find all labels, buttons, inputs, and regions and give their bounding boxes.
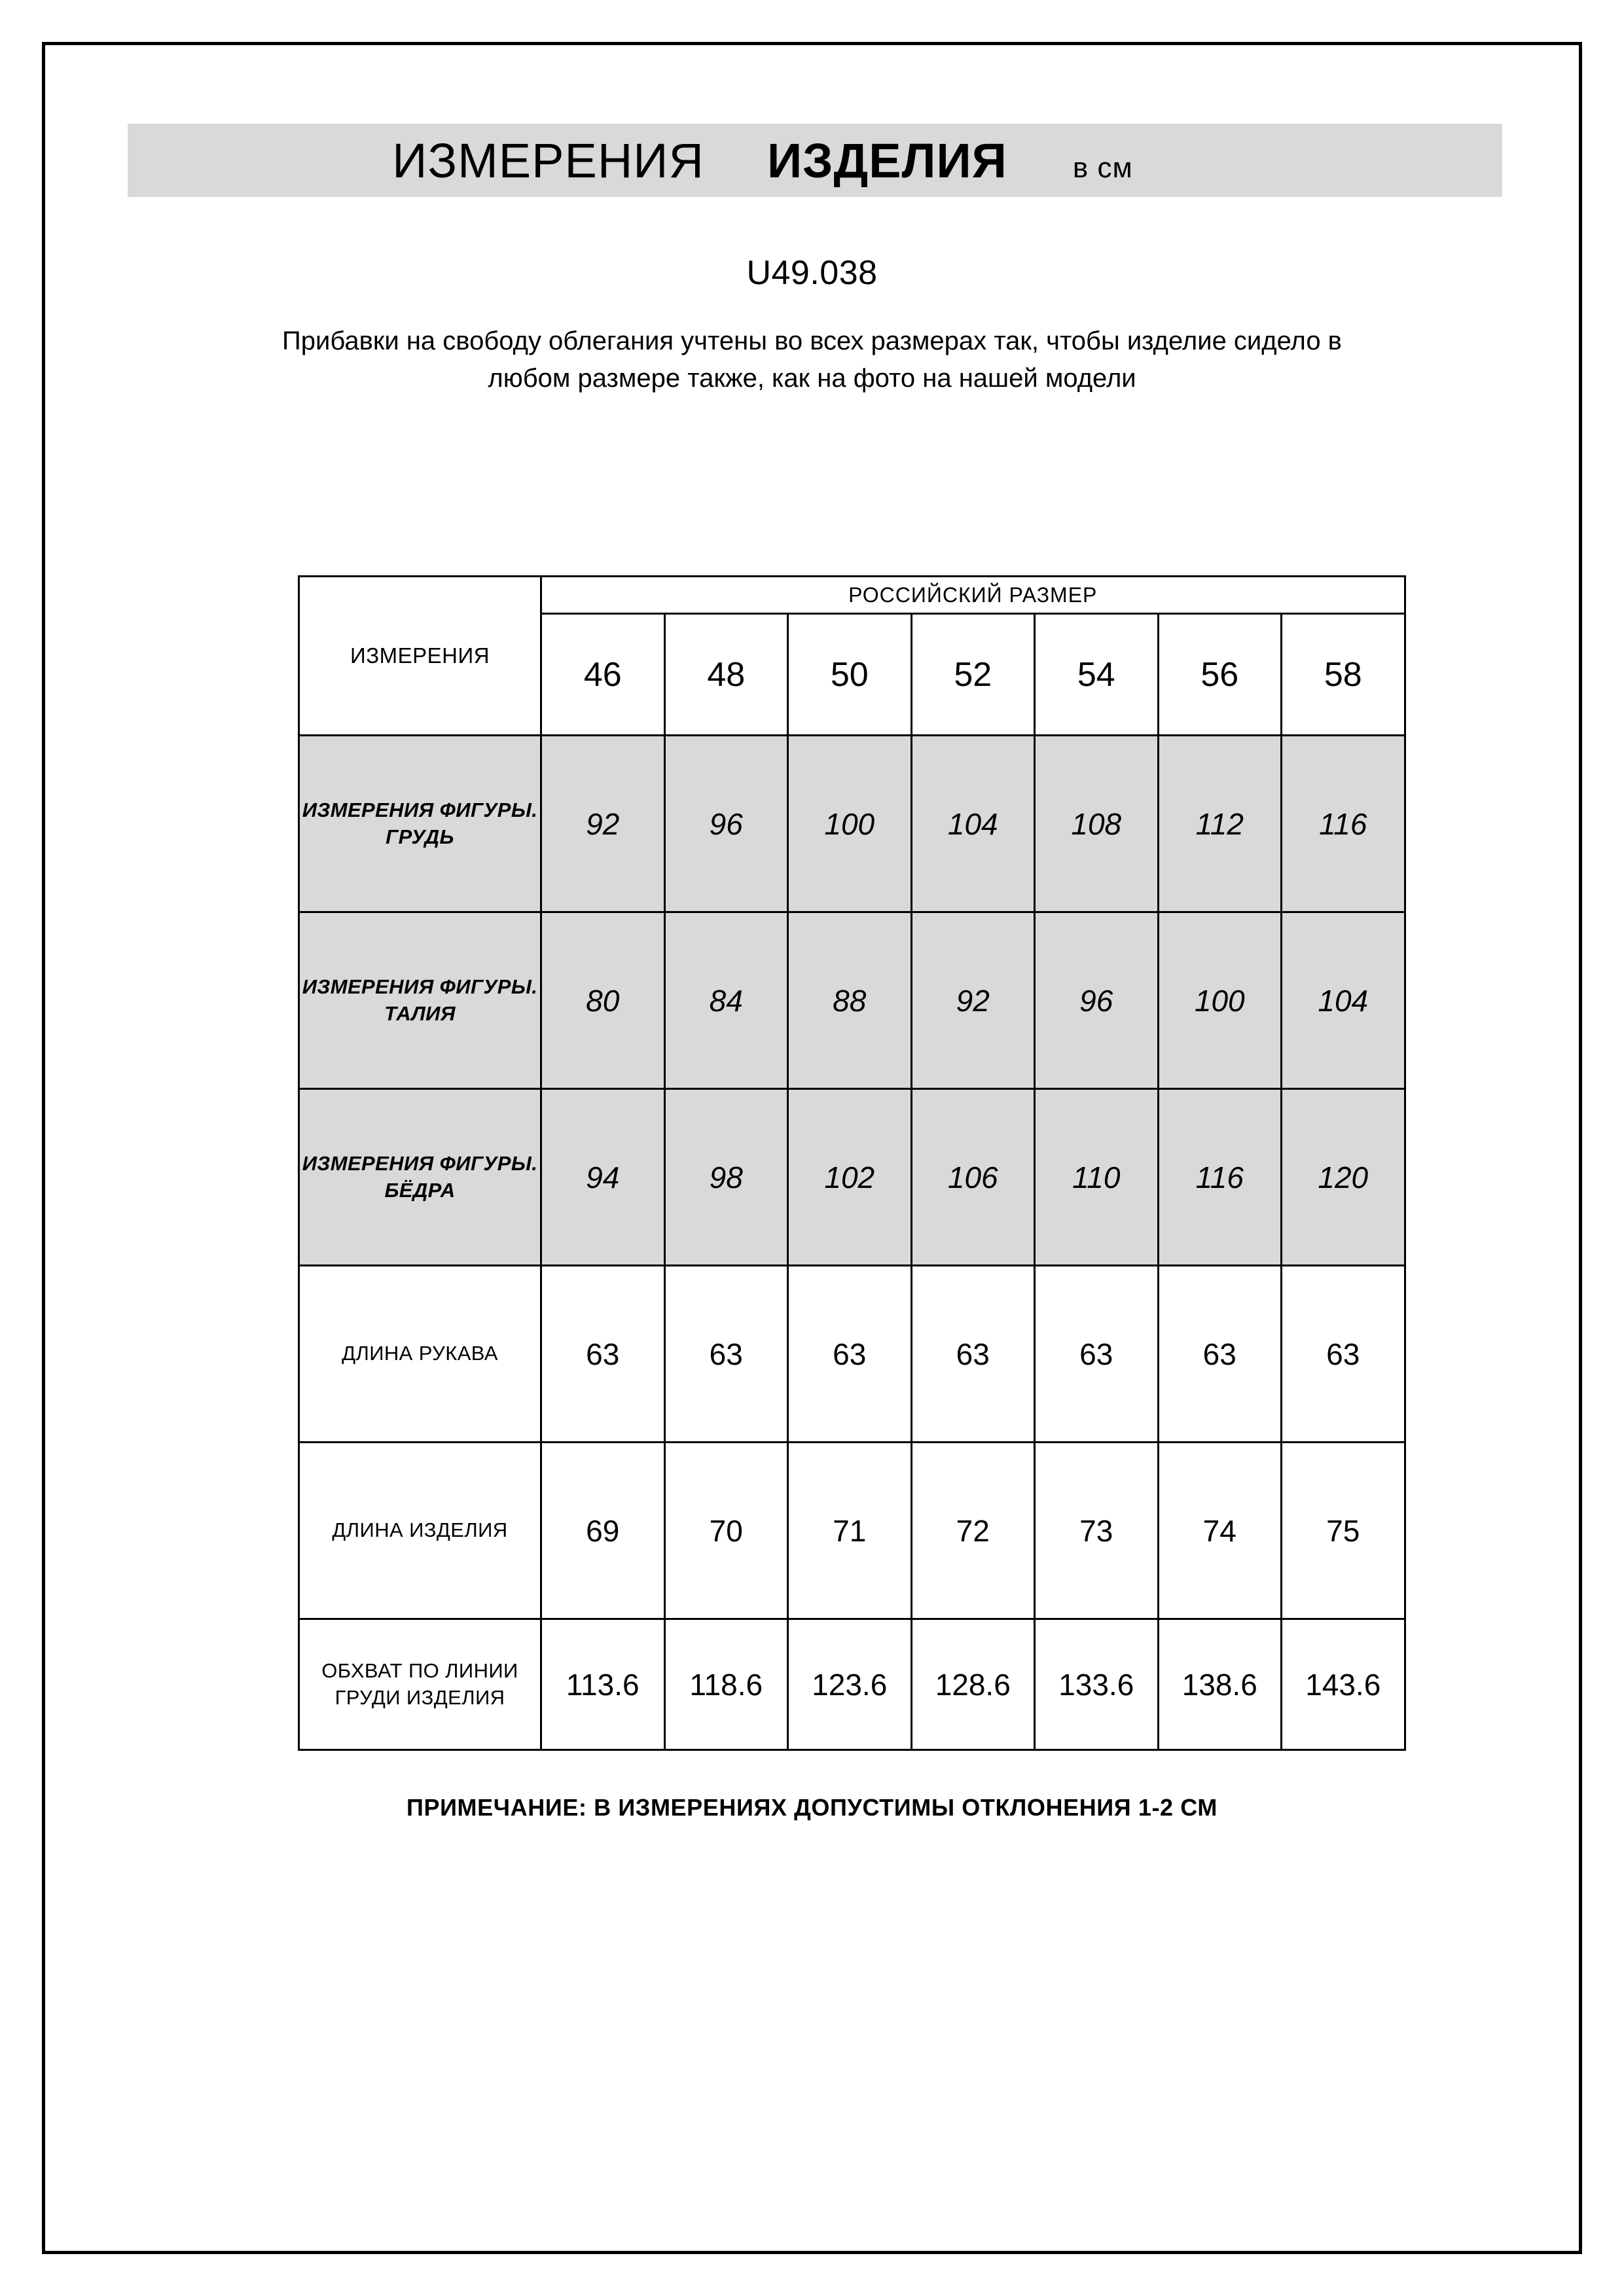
row-label: ДЛИНА РУКАВА [299, 1266, 541, 1443]
row-value: 106 [911, 1089, 1035, 1266]
row-value: 92 [911, 912, 1035, 1089]
article-code: U49.038 [746, 254, 878, 292]
footer-note: ПРИМЕЧАНИЕ: В ИЗМЕРЕНИЯХ ДОПУСТИМЫ ОТКЛОНЕНИЯ 1-2 СМ [406, 1794, 1218, 1821]
table-row [299, 1443, 1405, 1619]
table-row [299, 1619, 1405, 1750]
size-header-cell: 48 [664, 614, 788, 736]
title-units: в см [1072, 151, 1133, 184]
size-header-cell: 52 [911, 614, 1035, 736]
size-group-header: РОССИЙСКИЙ РАЗМЕР [541, 577, 1405, 614]
table-row [299, 912, 1405, 1089]
row-value: 110 [1035, 1089, 1159, 1266]
size-table-wrapper [298, 575, 1404, 1751]
size-header-cell: 56 [1158, 614, 1282, 736]
title-banner-inner [392, 133, 1132, 188]
size-header-cell: 58 [1282, 614, 1405, 736]
table-row [299, 1089, 1405, 1266]
document-content [45, 45, 1579, 2251]
row-value: 69 [541, 1443, 665, 1619]
row-value: 116 [1282, 736, 1405, 912]
measurement-column-header: ИЗМЕРЕНИЯ [299, 577, 541, 736]
row-value: 63 [1035, 1266, 1159, 1443]
row-value: 104 [1282, 912, 1405, 1089]
row-value: 123.6 [788, 1619, 912, 1750]
row-value: 63 [1282, 1266, 1405, 1443]
size-table [298, 575, 1406, 1751]
intro-paragraph: Прибавки на свободу облегания учтены во всех размерах так, чтобы изделие сидело в любом размере также, как на фото на нашей модели [282, 327, 1342, 393]
document-page [42, 42, 1582, 2254]
row-label: ДЛИНА ИЗДЕЛИЯ [299, 1443, 541, 1619]
row-value: 63 [911, 1266, 1035, 1443]
title-banner [128, 124, 1502, 197]
size-header-cell: 54 [1035, 614, 1159, 736]
row-value: 71 [788, 1443, 912, 1619]
row-label: ОБХВАТ ПО ЛИНИИ ГРУДИ ИЗДЕЛИЯ [299, 1619, 541, 1750]
row-value: 96 [664, 736, 788, 912]
row-value: 128.6 [911, 1619, 1035, 1750]
row-value: 92 [541, 736, 665, 912]
row-value: 72 [911, 1443, 1035, 1619]
table-head-group-row [299, 577, 1405, 614]
size-header-cell: 46 [541, 614, 665, 736]
row-value: 63 [1158, 1266, 1282, 1443]
row-label: ИЗМЕРЕНИЯ ФИГУРЫ. ТАЛИЯ [299, 912, 541, 1089]
row-value: 100 [1158, 912, 1282, 1089]
row-value: 118.6 [664, 1619, 788, 1750]
row-label: ИЗМЕРЕНИЯ ФИГУРЫ. БЁДРА [299, 1089, 541, 1266]
row-value: 74 [1158, 1443, 1282, 1619]
table-row [299, 736, 1405, 912]
title-measurements: ИЗМЕРЕНИЯ [392, 133, 704, 188]
size-header-cell: 50 [788, 614, 912, 736]
row-value: 80 [541, 912, 665, 1089]
row-value: 133.6 [1035, 1619, 1159, 1750]
row-value: 98 [664, 1089, 788, 1266]
row-value: 63 [788, 1266, 912, 1443]
row-value: 88 [788, 912, 912, 1089]
row-value: 96 [1035, 912, 1159, 1089]
row-value: 73 [1035, 1443, 1159, 1619]
row-value: 84 [664, 912, 788, 1089]
row-value: 70 [664, 1443, 788, 1619]
row-value: 94 [541, 1089, 665, 1266]
table-row [299, 1266, 1405, 1443]
row-value: 116 [1158, 1089, 1282, 1266]
row-value: 112 [1158, 736, 1282, 912]
row-value: 100 [788, 736, 912, 912]
row-value: 63 [664, 1266, 788, 1443]
row-value: 108 [1035, 736, 1159, 912]
row-label: ИЗМЕРЕНИЯ ФИГУРЫ. ГРУДЬ [299, 736, 541, 912]
row-value: 138.6 [1158, 1619, 1282, 1750]
row-value: 113.6 [541, 1619, 665, 1750]
row-value: 75 [1282, 1443, 1405, 1619]
row-value: 104 [911, 736, 1035, 912]
row-value: 143.6 [1282, 1619, 1405, 1750]
row-value: 120 [1282, 1089, 1405, 1266]
title-product: ИЗДЕЛИЯ [767, 133, 1007, 188]
row-value: 102 [788, 1089, 912, 1266]
row-value: 63 [541, 1266, 665, 1443]
